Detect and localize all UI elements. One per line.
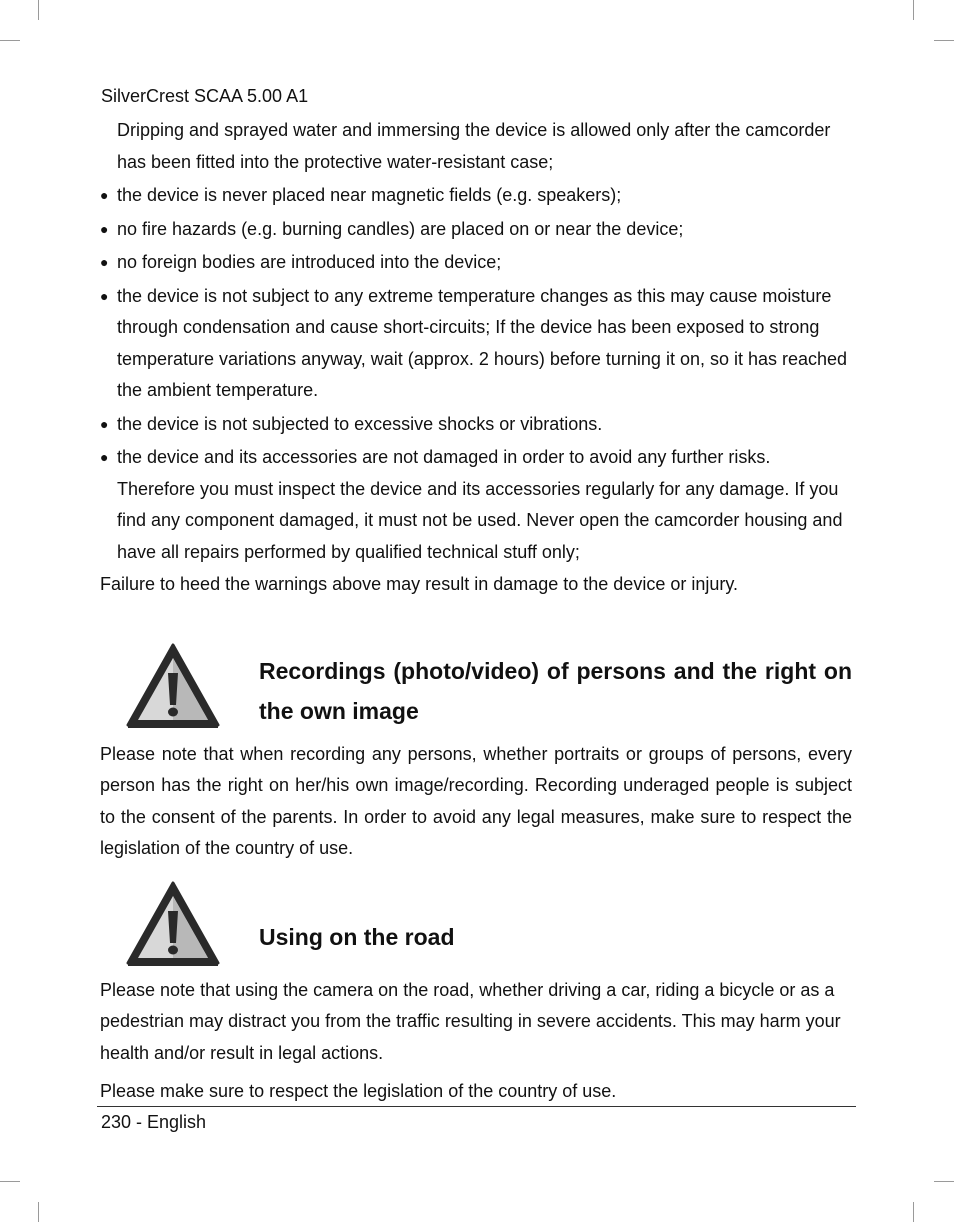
list-item-text: the device is not subjected to excessive shocks or vibrations.: [117, 413, 603, 434]
bullet-icon: ●: [100, 187, 109, 203]
crop-mark: [934, 40, 954, 41]
section-heading: Using on the road: [259, 923, 455, 950]
crop-mark: [913, 0, 914, 20]
list-item: [100, 247, 852, 279]
crop-mark: [0, 40, 20, 41]
list-item-text: no foreign bodies are introduced into the device;: [117, 252, 502, 272]
warning-triangle-icon: [126, 881, 220, 967]
bullet-icon: ●: [100, 254, 109, 270]
list-item: [100, 409, 852, 441]
bullet-icon: ●: [100, 287, 109, 304]
list-item-text: the device and its accessories are not damaged in order to avoid any further risks. Therefore you must inspect the device and its accessories regularly for any damage. If you find any component damaged, it must not be used. Never open the camcorder housing and have all repairs performed by qualified technical stuff only;: [117, 447, 843, 562]
list-item: [100, 214, 852, 246]
bullet-icon: ●: [100, 415, 109, 432]
list-item: [100, 281, 852, 407]
warning-triangle-icon: [126, 643, 220, 729]
crop-mark: [934, 1181, 954, 1182]
section-heading: Recordings (photo/video) of persons and the right on the own image: [259, 657, 852, 724]
list-item-text: the device is not subject to any extreme temperature changes as this may cause moisture through condensation and cause short-circuits; If the device has been exposed to strong temperature variations anyway, wait (approx. 2 hours) before turning it on, so it has reached the ambient temperature.: [117, 285, 848, 400]
crop-mark: [0, 1181, 20, 1182]
page-content: [100, 115, 852, 1108]
list-item: [100, 442, 852, 568]
continuation-text: Dripping and sprayed water and immersing the device is allowed only after the camcorder has been fitted into the protective water-resistant case;: [117, 120, 831, 172]
section-road: [100, 881, 852, 976]
page-header: SilverCrest SCAA 5.00 A1: [101, 86, 309, 106]
list-item: [100, 180, 852, 212]
section-paragraph: Please note that when recording any persons, whether portraits or groups of persons, every person has the right on her/his own image/recording. Recording underaged people is subject to the consent of the parents. In order to avoid any legal measures, make sure to respect the legislation of the country of use.: [100, 743, 852, 858]
crop-mark: [913, 1202, 914, 1222]
list-item-text: no fire hazards (e.g. burning candles) are placed on or near the device;: [117, 218, 684, 239]
crop-mark: [38, 1202, 39, 1222]
footer-divider: [97, 1106, 856, 1107]
bullet-icon: ●: [100, 449, 109, 465]
section-paragraph: Please make sure to respect the legislation of the country of use.: [100, 1081, 617, 1101]
list-item-text: the device is never placed near magnetic fields (e.g. speakers);: [117, 185, 622, 205]
page-footer: 230 - English: [101, 1112, 207, 1132]
section-recordings: [100, 639, 852, 739]
section-paragraph: Please note that using the camera on the road, whether driving a car, riding a bicycle or as a pedestrian may distract you from the traffic resulting in severe accidents. This may harm your health and/or result in legal actions.: [100, 979, 841, 1063]
failure-note: Failure to heed the warnings above may result in damage to the device or injury.: [100, 574, 739, 594]
bullet-icon: ●: [100, 220, 109, 237]
crop-mark: [38, 0, 39, 20]
